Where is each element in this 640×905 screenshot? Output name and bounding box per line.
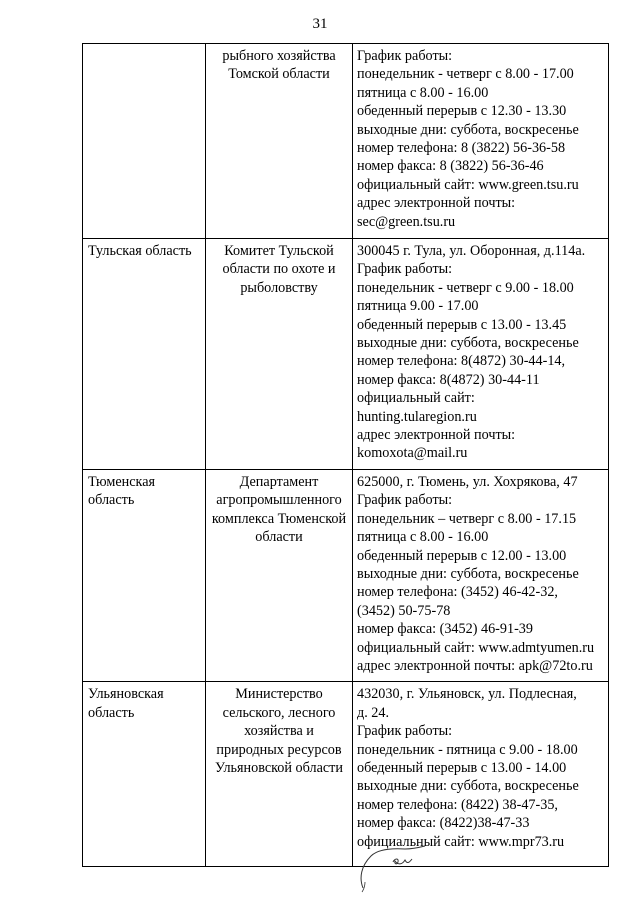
page-number: 31 — [312, 16, 328, 32]
details-cell: График работы: понедельник - четверг с 8.00 - 17.00 пятница с 8.00 - 16.00 обеденный перерыв с 12.30 - 13.30 выходные дни: суббота, воскресенье номер телефона: 8 (3822) 56-36-58 номер факса: 8 (3822) 56-36-46 официальный сайт: www.green.tsu.ru адрес электронной почты: sec@green.tsu.ru — [353, 44, 609, 239]
table-row — [83, 239, 609, 470]
contacts-table — [82, 43, 609, 867]
handwritten-signature — [345, 838, 435, 893]
region-cell: Ульяновская область — [83, 682, 206, 867]
details-cell: 300045 г. Тула, ул. Оборонная, д.114а. График работы: понедельник - четверг с 9.00 - 18.00 пятница 9.00 - 17.00 обеденный перерыв с 13.00 - 13.45 выходные дни: суббота, воскресенье номер телефона: 8(4872) 30-44-14, номер факса: 8(4872) 30-44-11 официальный сайт: hunting.tularegion.ru адрес электронной почты: komoxota@mail.ru — [353, 239, 609, 470]
table-row — [83, 44, 609, 239]
region-cell: Тюменская область — [83, 469, 206, 681]
details-cell: 432030, г. Ульяновск, ул. Подлесная, д. 24. График работы: понедельник - пятница с 9.00 - 18.00 обеденный перерыв с 13.00 - 14.00 выходные дни: суббота, воскресенье номер телефона: (8422) 38-47-35, номер факса: (8422)38-47-33 официальный сайт: www.mpr73.ru — [353, 682, 609, 867]
region-cell: Тульская область — [83, 239, 206, 470]
details-cell: 625000, г. Тюмень, ул. Хохрякова, 47 График работы: понедельник – четверг с 8.00 - 17.15 пятница с 8.00 - 16.00 обеденный перерыв с 12.00 - 13.00 выходные дни: суббота, воскресенье номер телефона: (3452) 46-42-32, (3452) 50-75-78 номер факса: (3452) 46-91-39 официальный сайт: www.admtyumen.ru адрес электронной почты: apk@72to.ru — [353, 469, 609, 681]
organization-cell: Министерство сельского, лесного хозяйства и природных ресурсов Ульяновской области — [206, 682, 353, 867]
organization-cell: рыбного хозяйства Томской области — [206, 44, 353, 239]
table-row — [83, 469, 609, 681]
region-cell — [83, 44, 206, 239]
organization-cell: Департамент агропромышленного комплекса Тюменской области — [206, 469, 353, 681]
organization-cell: Комитет Тульской области по охоте и рыболовству — [206, 239, 353, 470]
